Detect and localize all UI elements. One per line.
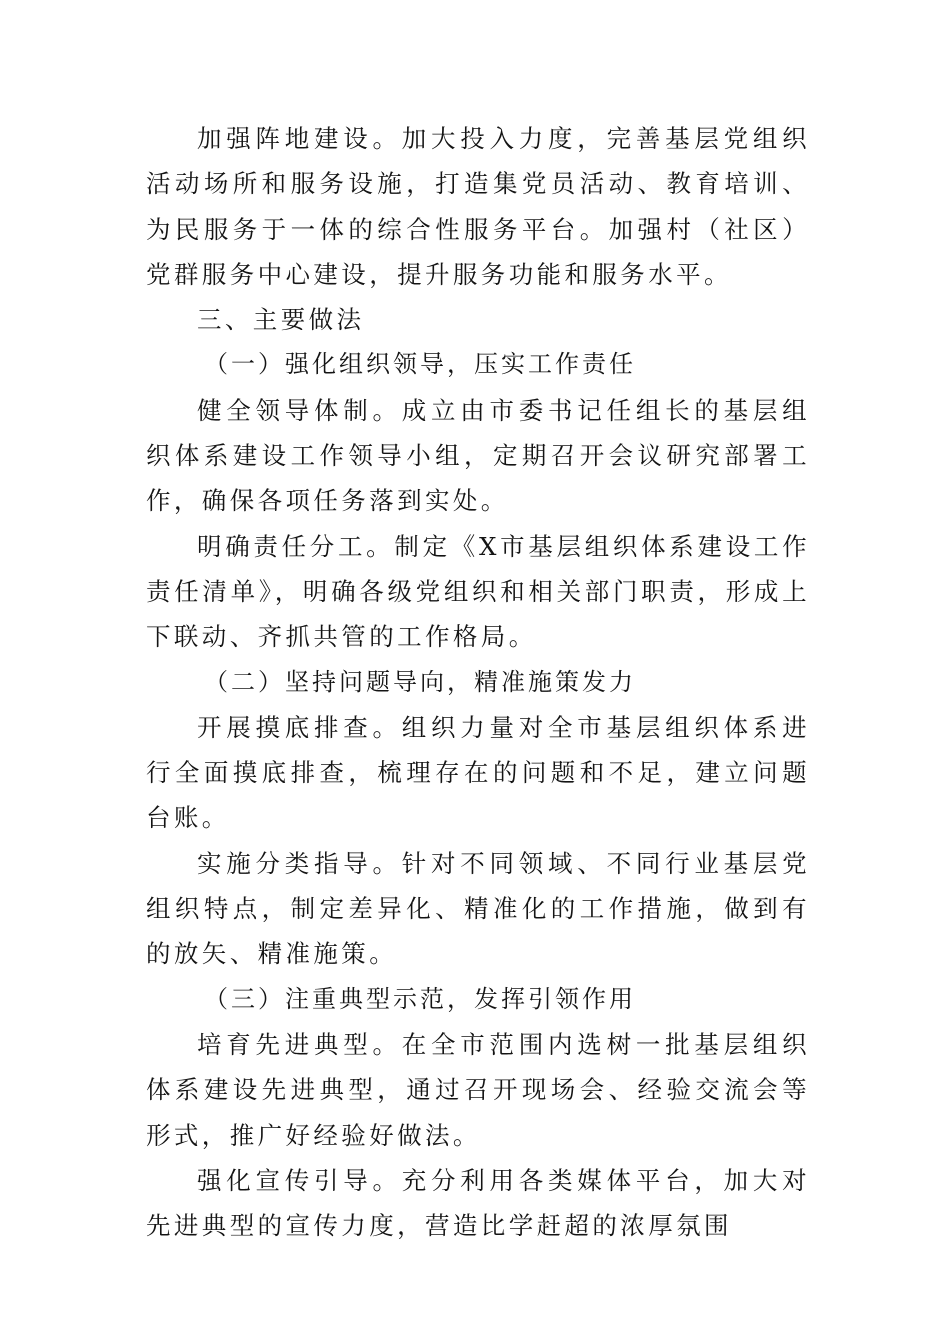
paragraph-publicity: 强化宣传引导。充分利用各类媒体平台，加大对先进典型的宣传力度，营造比学赶超的浓厚氛围 (146, 1165, 810, 1241)
paragraph-responsibility-division: 明确责任分工。制定《X市基层组织体系建设工作责任清单》，明确各级党组织和相关部门职责，形成上下联动、齐抓共管的工作格局。 (146, 531, 810, 652)
paragraph-advanced-models: 培育先进典型。在全市范围内选树一批基层组织体系建设先进典型，通过召开现场会、经验交流会等形式，推广好经验好做法。 (146, 1029, 810, 1150)
paragraph-investigation: 开展摸底排查。组织力量对全市基层组织体系进行全面摸底排查，梳理存在的问题和不足，建立问题台账。 (146, 712, 810, 833)
document-page (146, 116, 810, 1248)
subsection-heading-3: （三）注重典型示范，发挥引领作用 (204, 984, 636, 1013)
section-heading-main-practices: 三、主要做法 (197, 305, 365, 335)
paragraph-classified-guidance: 实施分类指导。针对不同领域、不同行业基层党组织特点，制定差异化、精准化的工作措施，做到有的放矢、精准施策。 (146, 848, 810, 969)
subsection-heading-1: （一）强化组织领导，压实工作责任 (204, 350, 636, 379)
paragraph-leadership-system: 健全领导体制。成立由市委书记任组长的基层组织体系建设工作领导小组，定期召开会议研究部署工作，确保各项任务落到实处。 (146, 395, 810, 516)
subsection-heading-2: （二）坚持问题导向，精准施策发力 (204, 667, 636, 696)
paragraph-position-building: 加强阵地建设。加大投入力度，完善基层党组织活动场所和服务设施，打造集党员活动、教育培训、为民服务于一体的综合性服务平台。加强村（社区）党群服务中心建设，提升服务功能和服务水平。 (146, 124, 810, 289)
